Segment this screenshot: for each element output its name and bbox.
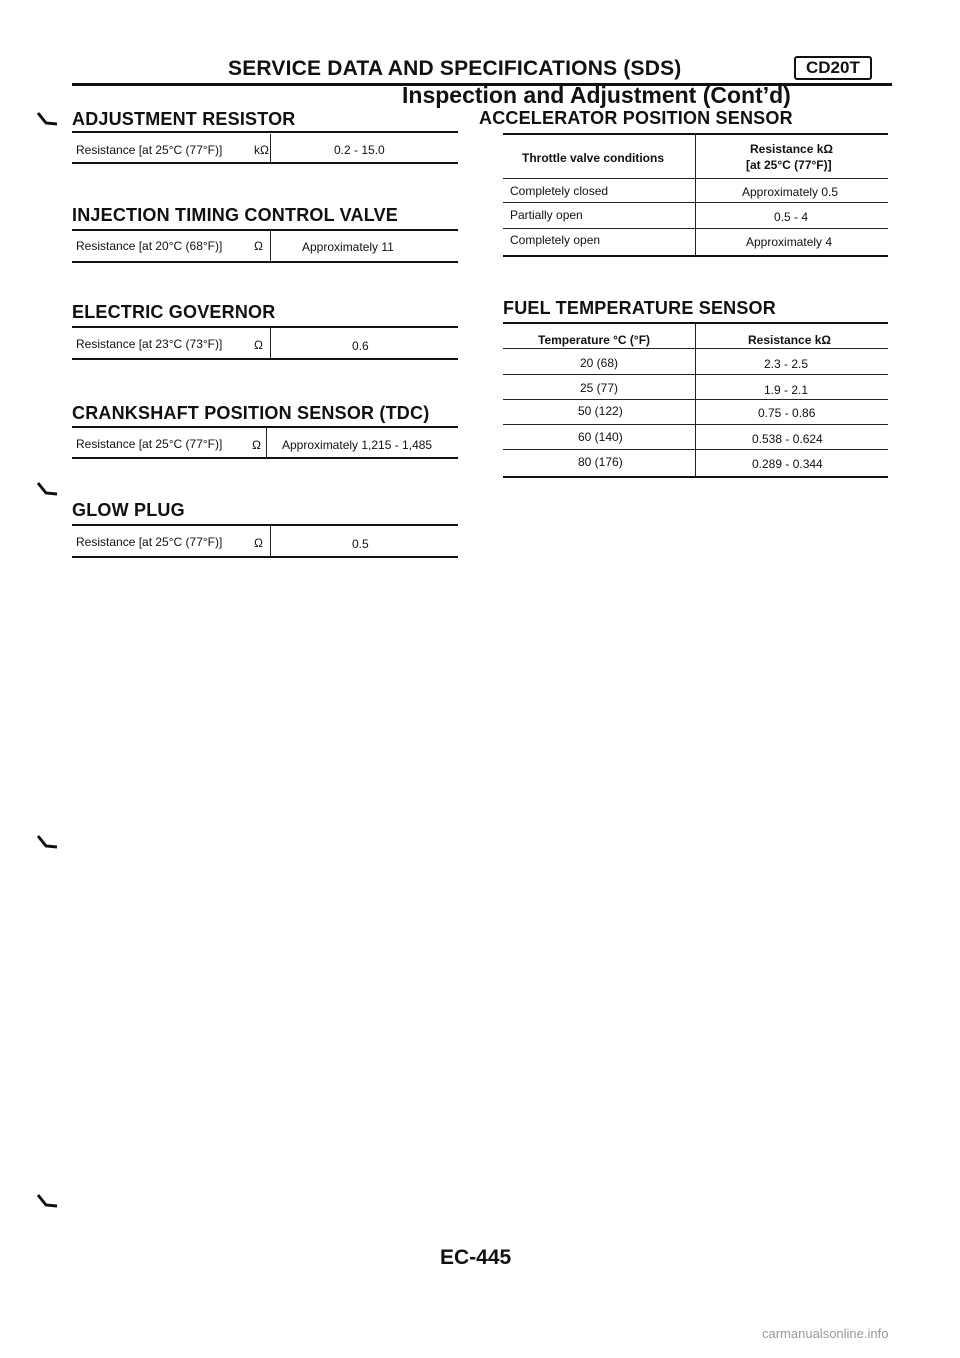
- column-header-resistance-condition: [at 25°C (77°F)]: [746, 158, 832, 172]
- table-bottom-rule: [503, 476, 888, 478]
- resistance-value: Approximately 1,215 - 1,485: [282, 438, 433, 452]
- table-top-rule: [72, 426, 458, 428]
- table-cell-resistance: 2.3 - 2.5: [764, 357, 809, 371]
- table-bottom-rule: [72, 457, 458, 459]
- resistance-label: Resistance [at 25°C (77°F)]: [76, 437, 223, 451]
- section-heading-crankshaft-sensor: CRANKSHAFT POSITION SENSOR (TDC): [72, 403, 430, 423]
- row-divider: [503, 399, 888, 400]
- section-heading-injection-timing: INJECTION TIMING CONTROL VALVE: [72, 205, 399, 225]
- table-cell-temperature: 25 (77): [580, 381, 619, 395]
- column-header-temperature: Temperature °C (°F): [538, 333, 651, 347]
- table-top-rule: [72, 131, 458, 133]
- margin-mark-icon: [36, 1194, 58, 1208]
- row-divider: [503, 424, 888, 425]
- page-number: EC-445: [440, 1246, 512, 1269]
- column-divider: [270, 328, 271, 358]
- column-divider: [270, 134, 271, 162]
- table-cell-resistance: 0.75 - 0.86: [758, 406, 816, 420]
- resistance-value: Approximately 11: [302, 240, 394, 254]
- table-cell-condition: Completely closed: [510, 184, 609, 198]
- table-cell-temperature: 80 (176): [578, 455, 623, 469]
- section-heading-electric-governor: ELECTRIC GOVERNOR: [72, 302, 276, 322]
- resistance-value: 0.2 - 15.0: [334, 143, 385, 157]
- table-cell-resistance: Approximately 0.5: [742, 185, 839, 199]
- table-cell-resistance: 0.289 - 0.344: [752, 457, 823, 471]
- column-divider: [266, 428, 267, 458]
- table-cell-resistance: 0.538 - 0.624: [752, 432, 823, 446]
- column-header-resistance: Resistance kΩ: [748, 333, 831, 347]
- column-header-throttle: Throttle valve conditions: [522, 151, 665, 165]
- table-bottom-rule: [72, 162, 458, 164]
- table-bottom-rule: [72, 358, 458, 360]
- table-cell-resistance: 0.5 - 4: [774, 210, 809, 224]
- table-cell-resistance: Approximately 4: [746, 235, 833, 249]
- unit-label: Ω: [252, 438, 261, 452]
- table-top-rule: [72, 229, 458, 231]
- margin-mark-icon: [36, 482, 58, 496]
- table-cell-condition: Partially open: [510, 208, 583, 222]
- unit-label: Ω: [254, 338, 263, 352]
- unit-label: Ω: [254, 536, 263, 550]
- resistance-label: Resistance [at 25°C (77°F)]: [76, 535, 223, 549]
- resistance-value: 0.5: [352, 537, 369, 551]
- table-cell-temperature: 60 (140): [578, 430, 623, 444]
- table-top-rule: [72, 326, 458, 328]
- resistance-value: 0.6: [352, 339, 369, 353]
- row-divider: [503, 202, 888, 203]
- table-bottom-rule: [72, 556, 458, 558]
- margin-mark-icon: [36, 112, 58, 126]
- section-heading-accelerator-sensor: ACCELERATOR POSITION SENSOR: [479, 108, 793, 128]
- column-divider: [695, 324, 696, 477]
- section-heading-fuel-temp-sensor: FUEL TEMPERATURE SENSOR: [503, 298, 776, 318]
- table-cell-temperature: 50 (122): [578, 404, 623, 418]
- site-watermark: carmanualsonline.info: [762, 1326, 889, 1341]
- table-top-rule: [72, 524, 458, 526]
- section-heading-adjustment-resistor: ADJUSTMENT RESISTOR: [72, 109, 296, 129]
- column-divider: [695, 135, 696, 255]
- margin-mark-icon: [36, 835, 58, 849]
- column-divider: [270, 231, 271, 261]
- section-heading-glow-plug: GLOW PLUG: [72, 500, 185, 520]
- unit-label: kΩ: [254, 143, 269, 157]
- resistance-label: Resistance [at 23°C (73°F)]: [76, 337, 223, 351]
- engine-badge: CD20T: [794, 56, 872, 80]
- page-title: SERVICE DATA AND SPECIFICATIONS (SDS): [228, 57, 682, 80]
- table-bottom-rule: [503, 255, 888, 257]
- table-cell-temperature: 20 (68): [580, 356, 619, 370]
- row-divider: [503, 374, 888, 375]
- resistance-label: Resistance [at 25°C (77°F)]: [76, 143, 223, 157]
- table-cell-condition: Completely open: [510, 233, 601, 247]
- row-divider: [503, 228, 888, 229]
- column-header-resistance: Resistance kΩ: [750, 142, 833, 156]
- page-subtitle: Inspection and Adjustment (Cont’d): [402, 82, 791, 108]
- table-cell-resistance: 1.9 - 2.1: [764, 383, 809, 397]
- column-divider: [270, 526, 271, 556]
- unit-label: Ω: [254, 239, 263, 253]
- row-divider: [503, 449, 888, 450]
- resistance-label: Resistance [at 20°C (68°F)]: [76, 239, 223, 253]
- table-bottom-rule: [72, 261, 458, 263]
